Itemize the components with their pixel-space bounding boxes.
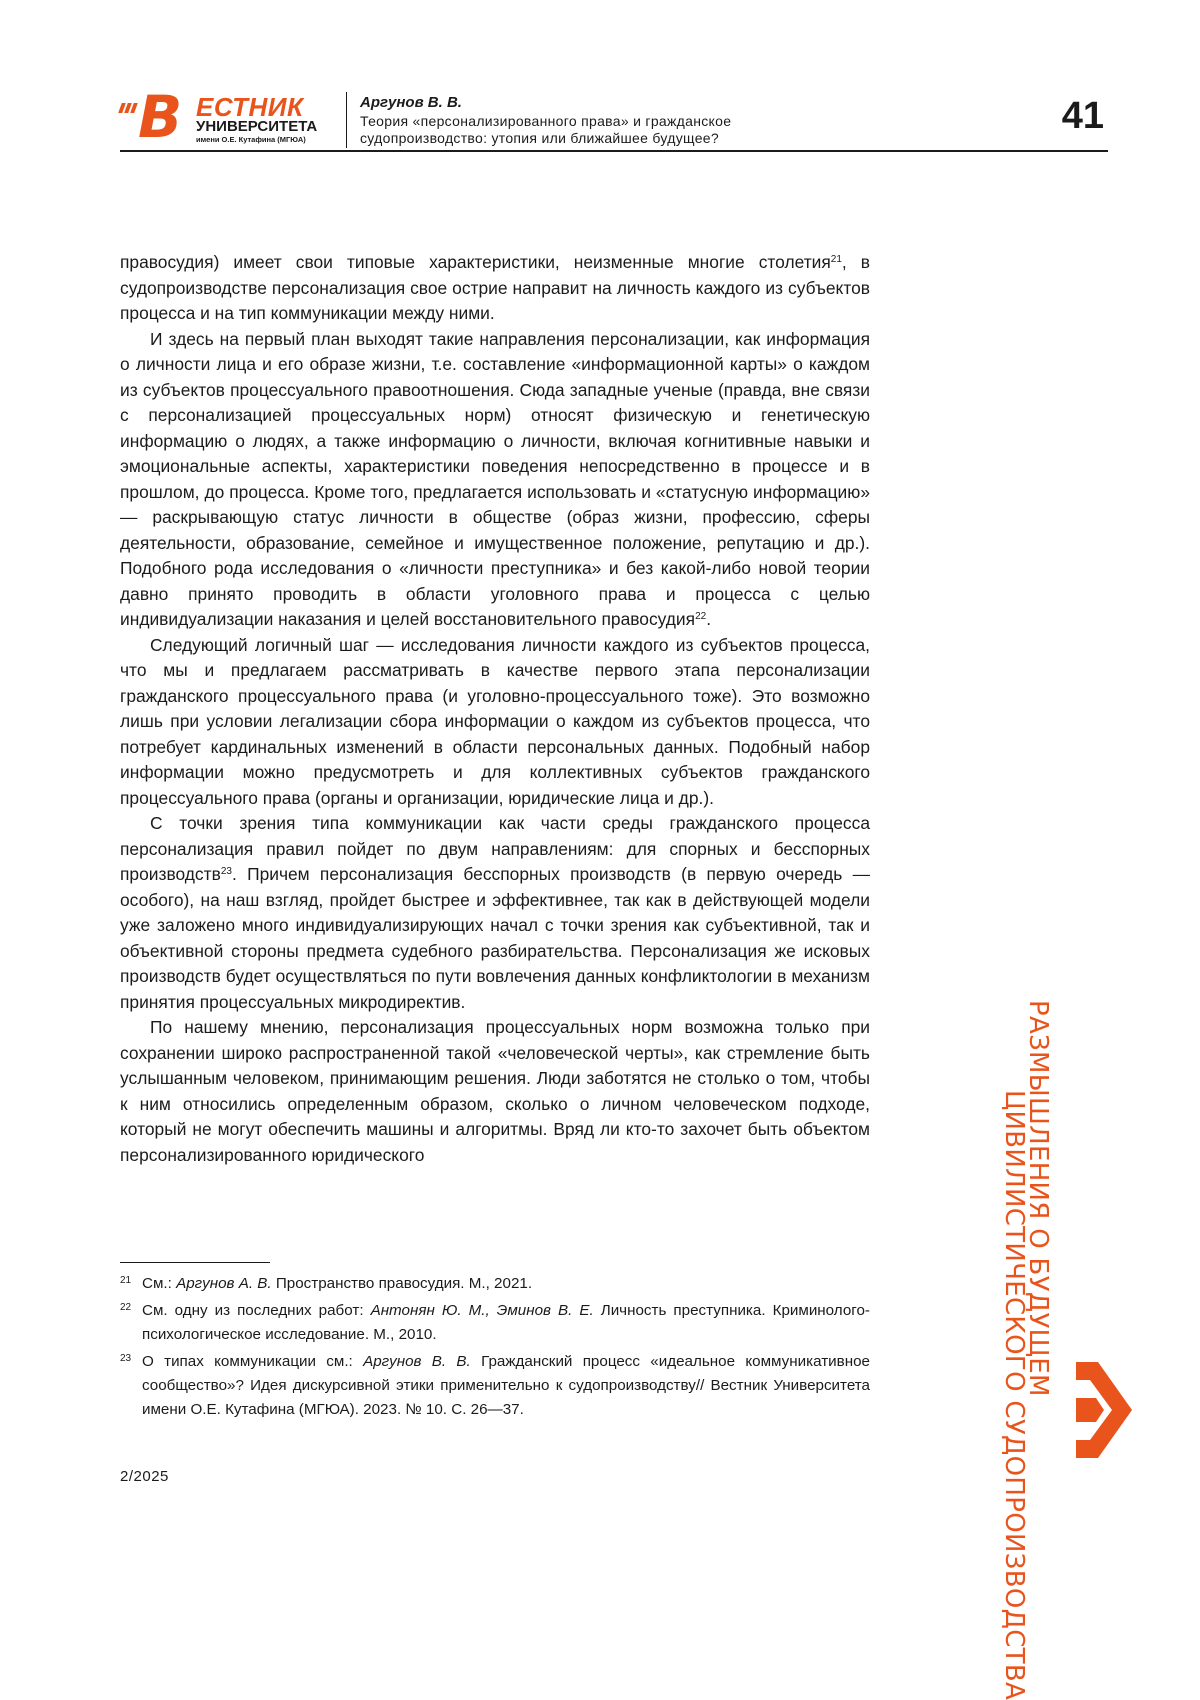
text-run: С точки зрения типа коммуникации как части среды гражданского процесса персонализация правил пойдет по двум направлениям: для спорных и бесспорных производств [120,813,870,884]
footnote-number: 22 [120,1296,131,1320]
header-rule [120,150,1108,152]
paragraph [120,327,870,633]
logo-universiteta: УНИВЕРСИТЕТА [196,119,317,134]
footnote-author: Антонян Ю. М., Эминов В. Е. [371,1302,594,1319]
logo-vestnik: ЕСТНИК [196,94,303,120]
running-author: Аргунов В. В. [360,94,462,111]
footnote-rule [120,1262,270,1263]
text-run: . [706,609,711,629]
paragraph [120,250,870,327]
text-run: И здесь на первый план выходят такие направления персонализации, как информация о личности лица и его образе жизни, т.е. составление «информационной карты» о каждом из субъектов процессуального правоотношения. Сюда западные ученые (правда, вне связи с персонализацией процессуальных норм) относят физическую и генетическую информацию о людях, а также информацию о личности, включая когнитивные навыки и эмоциональные аспекты, характеристики поведения непосредственно в процессе и в прошлом, до процесса. Кроме того, предлагается использовать и «статусную информацию» — раскрывающую статус личности в обществе (образ жизни, профессию, сферы деятельности, образование, семейное и имущественное положение, репутацию и др.). Подобного рода исследования о «личности преступника» и без какой-либо новой теории давно принято проводить в области уголовного права и процесса с целью индивидуализации наказания и целей восстановительного правосудия [120,329,870,630]
paragraph: Следующий логичный шаг — исследования личности каждого из субъектов процесса, что мы и предлагаем рассматривать в качестве первого этапа персонализации гражданского процессуального права (и уголовно-процессуального тоже). Это возможно лишь при условии легализации сбора информации о каждом из субъектов процесса, что потребует кардинальных изменений в области персональных данных. Подобный набор информации можно предусмотреть и для коллективных субъектов гражданского процессуального права (органы и организации, юридические лица и др.). [120,633,870,812]
running-title-line1: Теория «персонализированного права» и гражданское [360,113,960,130]
footnote-text: Гражданский процесс «идеальное коммуникативное сообщество»? Идея дискурсивной этики применительно к судопроизводству// Вестник Университета имени О.Е. Кутафина (МГЮА). 2023. № 10. С. 26—37. [142,1353,870,1418]
running-title-line2: судопроизводство: утопия или ближайшее будущее? [360,130,960,147]
footnote-item [120,1350,870,1422]
footnote-ref[interactable]: 23 [221,866,232,877]
footnote-number: 21 [120,1269,131,1293]
footnote-author: Аргунов В. В. [363,1353,471,1370]
paragraph: По нашему мнению, персонализация процессуальных норм возможна только при сохранении широко распространенной такой «человеческой черты», как стремление быть услышанным человеком, принимающим решения. Люди заботятся не столько о том, чтобы к ним относились определенным образом, сколько о личном человеческом подходе, который не могут обеспечить машины и алгоритмы. Вряд ли кто-то захочет быть объектом персонализированного юридического [120,1015,870,1168]
section-banner [1002,1000,1050,1420]
logo-subtitle: имени О.Е. Кутафина (МГЮА) [196,136,306,144]
page-number: 41 [1062,94,1104,138]
footnote-ref[interactable]: 21 [831,254,842,265]
footnote-item [120,1299,870,1347]
paragraph [120,811,870,1015]
page-header [120,92,1108,150]
footnotes [120,1272,870,1425]
header-divider [346,92,347,148]
footnote-ref[interactable]: 22 [695,611,706,622]
footnote-prefix: См.: [142,1275,176,1292]
section-banner-line1: РАЗМЫШЛЕНИЯ О БУДУЩЕМ [1026,1000,1050,1420]
chevron-right-icon [1072,1360,1134,1460]
footnote-number: 23 [120,1347,131,1371]
footnote-prefix: О типах коммуникации см.: [142,1353,363,1370]
text-run: , в судопроизводстве персонализация свое острие направит на личность каждого из субъектов процесса и на тип коммуникации между ними. [120,252,870,323]
footnote-text: Пространство правосудия. М., 2021. [272,1275,532,1292]
logo-letter-v: В [138,88,182,146]
footnote-author: Аргунов А. В. [176,1275,272,1292]
article-body [120,250,870,1168]
footnote-text: Личность преступника. Криминолого-психологическое исследование. М., 2010. [142,1302,870,1343]
footnote-item [120,1272,870,1296]
issue-number: 2/2025 [120,1468,169,1486]
footnote-prefix: См. одну из последних работ: [142,1302,371,1319]
journal-logo [120,92,320,146]
text-run: правосудия) имеет свои типовые характеристики, неизменные многие столетия [120,252,831,272]
text-run: . Причем персонализация бесспорных производств (в первую очередь — особого), на наш взгляд, пройдет быстрее и эффективнее, так как в действующей модели уже заложено много индивидуализирующих начал с точки зрения как субъективной, так и объективной стороны предмета судебного разбирательства. Персонализация же исковых производств будет осуществляться по пути вовлечения данных конфликтологии в механизм принятия процессуальных микродиректив. [120,864,870,1012]
running-title [360,113,960,147]
section-banner-line2: ЦИВИЛИСТИЧЕСКОГО СУДОПРОИЗВОДСТВА [1002,1000,1026,1420]
